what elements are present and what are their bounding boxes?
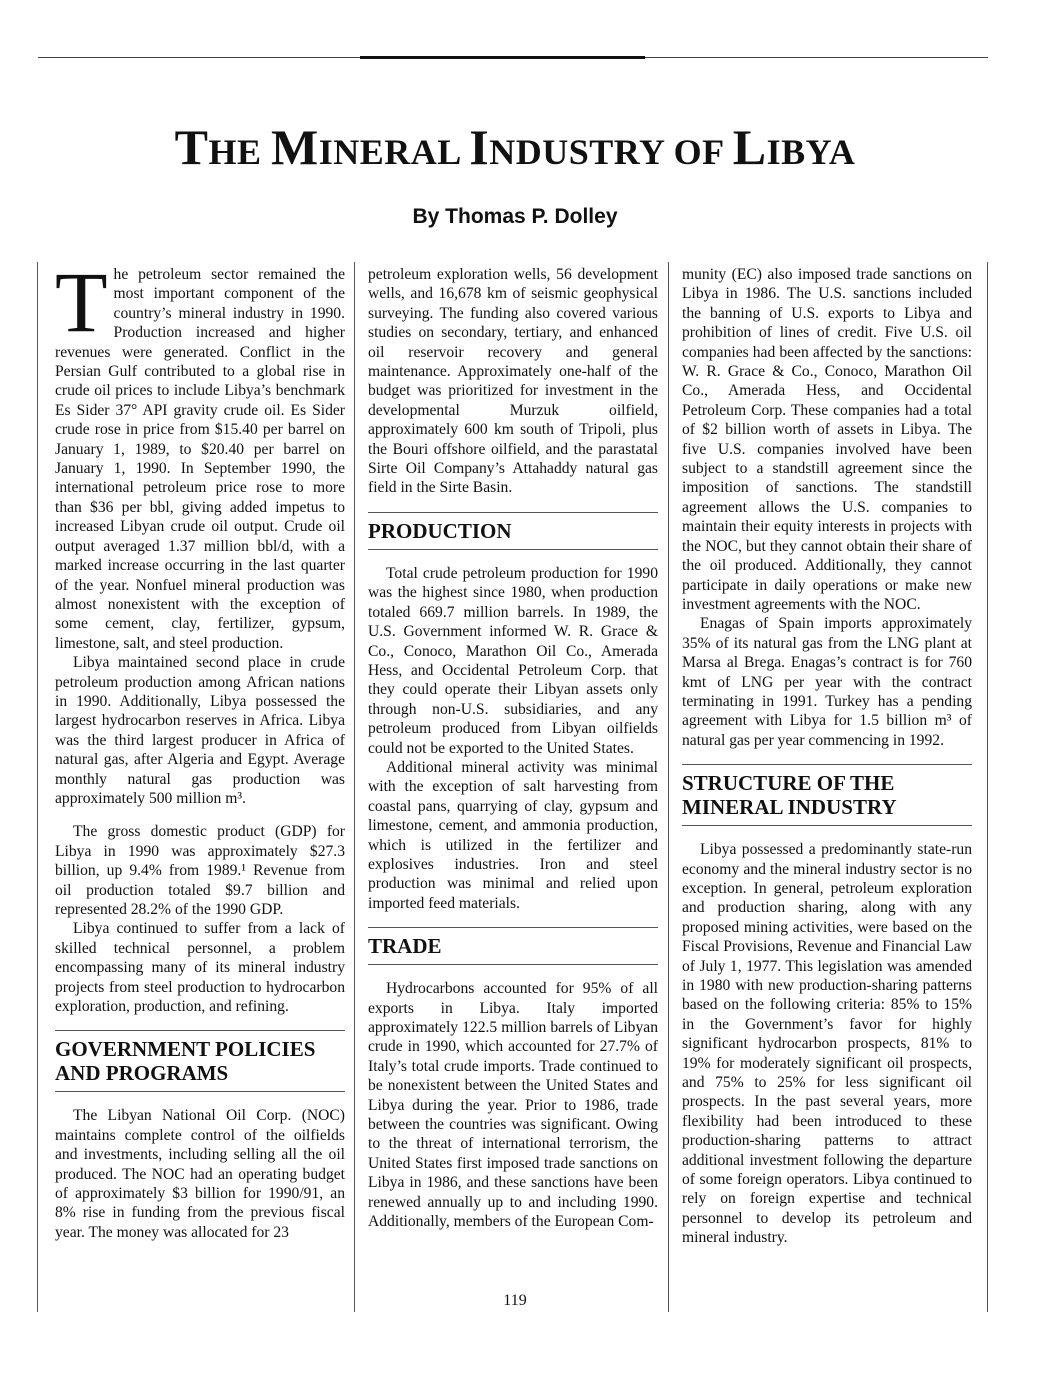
section-heading-production (368, 512, 658, 550)
title-part-of: OF (673, 132, 724, 172)
column-3 (682, 265, 972, 1248)
paragraph: munity (EC) also imposed trade sanctions on Libya in 1986. The U.S. sanctions included the banning of U.S. exports to Libya and prohibition of lines of credit. Five U.S. oil companies had been affected by the sanctions: W. R. Grace & Co., Conoco, Marathon Oil Co., Amerada Hess, and Occidental Petroleum Corp. These companies had a total of $2 billion worth of assets in Libya. The five U.S. companies involved have been subject to a standstill agreement since the imposition of sanctions. The standstill agreement allows the U.S. companies to maintain their equity interests in projects with the NOC, but they cannot obtain their share of the oil produced. Additionally, they cannot participate in daily operations or make new investment agreements with the NOC. (682, 266, 972, 613)
paragraph: Libya continued to suffer from a lack of skilled technical personnel, a problem encompassing many of its mineral industry projects from steel production to hydrocarbon exploration, production, and refining. (55, 920, 345, 1016)
top-rule-accent (360, 56, 645, 59)
title-cap-t: T (174, 119, 209, 175)
title-part-ndustry: NDUSTRY (489, 132, 665, 172)
paragraph: Enagas of Spain imports approximately 35% of its natural gas from the LNG plant at Marsa al Brega. Enagas’s contract is for 760 kmt of LNG per year with the contract terminating in 1991. Turkey has a pending agreement with Libya for 1.5 billion m³ of natural gas per year commencing in 1992. (682, 615, 972, 749)
paragraph: The Libyan National Oil Corp. (NOC) maintains complete control of the oilfields and investments, including selling all the oil produced. The NOC had an operating budget of approximately $3 billion for 1990/91, an 8% rise in funding from the previous fiscal year. The money was allocated for 23 (55, 1107, 345, 1241)
title-part-ineral: INERAL (318, 132, 460, 172)
column-divider (354, 262, 355, 1312)
section-heading-text: PRODUCTION (368, 518, 512, 543)
drop-cap: T (55, 254, 108, 350)
paragraph-text: he petroleum sector remained the most important component of the country’s mineral industry in 1990. Production increased and higher revenues were generated. Conflict in the Persian Gulf contributed to a global rise in crude oil prices to include Libya’s benchmark Es Sider 37° API gravity crude oil. Es Sider crude rose in price from $15.40 per barrel on January 1, 1989, to $20.40 per barrel on January 1, 1990. In September 1990, the international petroleum price rose to more than $36 per bbl, giving added impetus to increased Libyan crude oil output. Crude oil output averaged 1.37 million bbl/d, with a marked increase occurring in the last quarter of the year. Nonfuel mineral production was almost nonexistent with the exception of some cement, clay, fertilizer, gypsum, limestone, salt, and steel production. (55, 266, 345, 652)
section-heading-trade (368, 927, 658, 965)
paragraph: The gross domestic product (GDP) for Libya in 1990 was approximately $27.3 billion, up 9.4% from 1989.¹ Revenue from oil production totaled $9.7 billion and represented 28.2% of the 1990 GDP. (55, 823, 345, 918)
section-heading-text: GOVERNMENT POLICIES AND PROGRAMS (55, 1037, 316, 1086)
column-divider (668, 262, 669, 1312)
paragraph: Additional mineral activity was minimal with the exception of salt harvesting from coastal pans, quarrying of clay, gypsum and limestone, cement, and ammonia production, which is utilized in the fertilizer and explosives industries. Iron and steel production was minimal and relied upon imported feed materials. (368, 758, 658, 912)
paragraph: Libya possessed a predominantly state-run economy and the mineral industry sector is no exception. In general, petroleum exploration and production sharing, along with any proposed mining activities, were based on the Fiscal Provisions, Revenue and Financial Law of July 1, 1977. This legislation was amended in 1980 with new production-sharing patterns based on the following criteria: 85% to 15% in the Government’s favor for highly significant hydrocarbon prospects, 81% to 19% for moderately significant oil prospects, and 75% to 25% for less significant oil prospects. In the past several years, more flexibility had been introduced to these production-sharing patterns to attract additional investment following the departure of some foreign operators. Libya continued to rely on foreign expertise and technical personnel to develop its petroleum and mineral industry. (682, 841, 972, 1247)
paragraph: Hydrocarbons accounted for 95% of all exports in Libya. Italy imported approximately 122.5 million barrels of Libyan crude in 1990, which accounted for 27.7% of Italy’s total crude imports. Trade continued to be nonexistent between the United States and Libya during the year. Prior to 1986, trade between the countries was significant. Owing to the threat of international terrorism, the United States first imposed trade sanctions on Libya in 1986, and these sanctions have been renewed annually up to and including 1990. Additionally, members of the European Com- (368, 980, 658, 1231)
paragraph: Libya maintained second place in crude petroleum production among African nations in 1990. Additionally, Libya possessed the largest hydrocarbon reserves in Africa. Libya was the third largest producer in Africa of natural gas, after Algeria and Egypt. Average monthly natural gas production was approximately 500 million m³. (55, 654, 345, 807)
section-heading-structure (682, 764, 972, 826)
title-cap-m: M (271, 119, 319, 175)
page-title (0, 118, 1030, 176)
section-heading-text: STRUCTURE OF THE MINERAL INDUSTRY (682, 771, 897, 820)
paragraph (55, 254, 345, 653)
title-cap-l: L (732, 119, 767, 175)
page-number: 119 (503, 1292, 527, 1309)
column-2 (368, 265, 658, 1231)
title-cap-i: I (469, 119, 490, 175)
column-1 (55, 254, 345, 1242)
section-heading-government (55, 1030, 345, 1092)
paragraph-gap (55, 808, 345, 822)
title-part-he: HE (208, 132, 262, 172)
section-heading-text: TRADE (368, 934, 442, 959)
paragraph: petroleum exploration wells, 56 development wells, and 16,678 km of seismic geophysical surveying. The funding also covered various studies on secondary, tertiary, and enhanced oil reservoir recovery and general maintenance. Approximately one-half of the budget was prioritized for investment in the developmental Murzuk oilfield, approximately 600 km south of Tripoli, plus the Bouri offshore oilfield, and the parastatal Sirte Oil Company’s Attahaddy natural gas field in the Sirte Basin. (368, 266, 658, 497)
paragraph: Total crude petroleum production for 1990 was the highest since 1980, when production totaled 669.7 million barrels. In 1989, the U.S. Government informed W. R. Grace & Co., Conoco, Marathon Oil Co., Amerada Hess, and Occidental Petroleum Corp. that they could operate their Libyan assets only through non-U.S. subsidiaries, and any petroleum produced from Libyan oilfields could not be exported to the United States. (368, 564, 658, 757)
column-divider (37, 262, 38, 1312)
byline: By Thomas P. Dolley (412, 205, 618, 228)
title-part-ibya: IBYA (766, 132, 856, 172)
column-divider (987, 262, 988, 1312)
